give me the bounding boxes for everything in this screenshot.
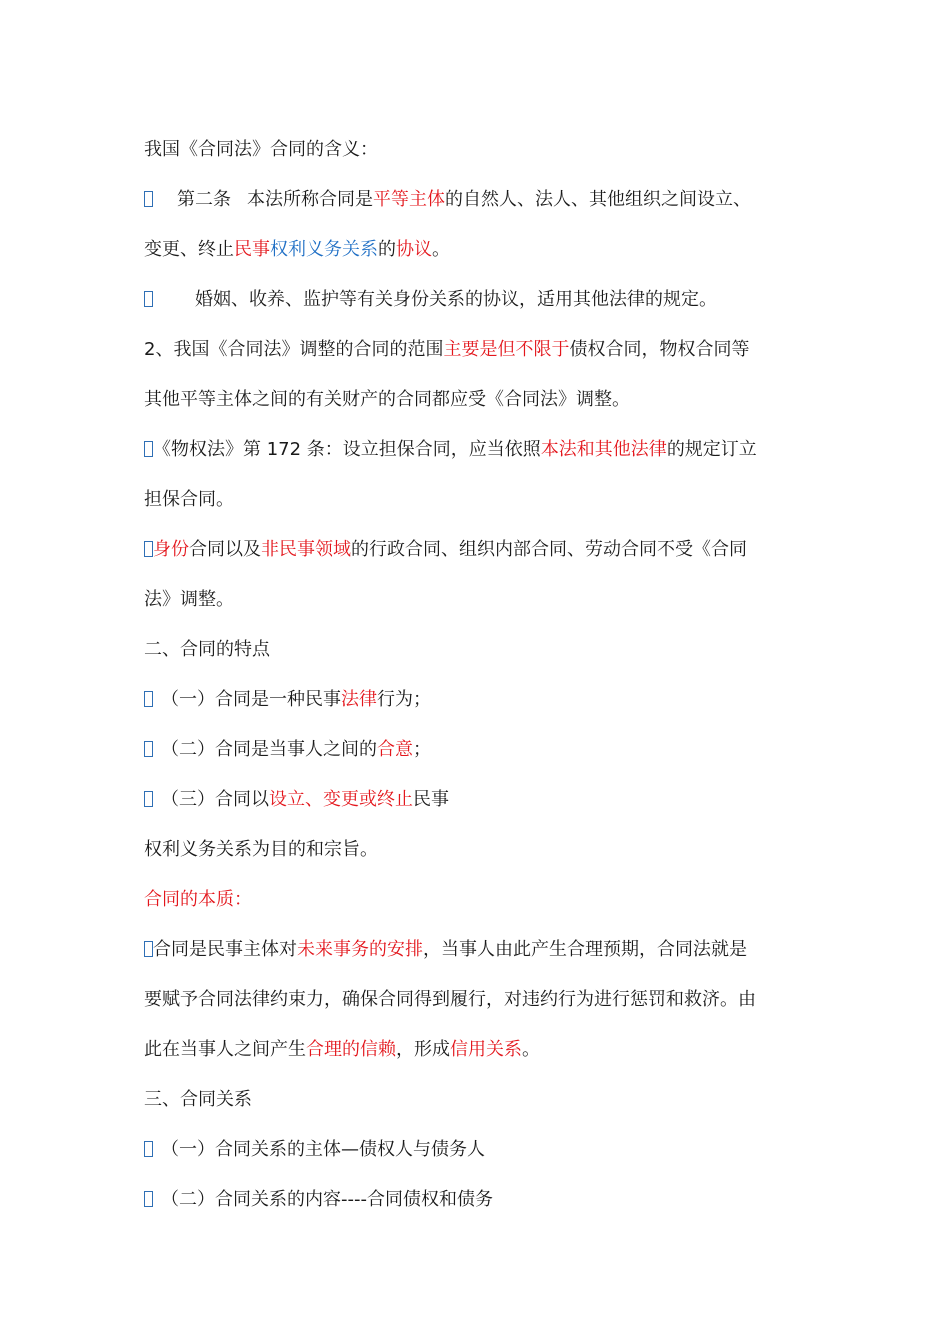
bullet-icon	[144, 941, 153, 957]
highlight-text: 平等主体	[373, 189, 445, 210]
highlight-text: 权利义务关系	[270, 239, 378, 260]
essence-line-1: 合同是民事主体对未来事务的安排，当事人由此产生合理预期，合同法就是	[144, 935, 824, 965]
heading-contract-essence: 合同的本质：	[144, 889, 252, 910]
essence-line-2: 要赋予合同法律约束力，确保合同得到履行，对违约行为进行惩罚和救济。由	[144, 989, 756, 1010]
article-2-line-2: 变更、终止民事权利义务关系的协议。	[144, 239, 450, 260]
bullet-icon	[144, 441, 153, 457]
identity-line-2: 法》调整。	[144, 589, 234, 610]
article-label: 第二条	[177, 189, 231, 210]
heading-text: 我国《合同法》合同的含义：	[144, 139, 378, 160]
feature-3: （三）合同以设立、变更或终止民事	[144, 785, 824, 815]
highlight-text: 身份	[153, 539, 189, 560]
bullet-icon	[144, 791, 153, 807]
highlight-text: 本法和其他法律	[540, 439, 667, 460]
bullet-icon	[144, 191, 153, 207]
highlight-text: 协议	[396, 239, 432, 260]
bullet-icon	[144, 1191, 153, 1207]
identity-line-1: 身份合同以及非民事领域的行政合同、组织内部合同、劳动合同不受《合同	[144, 535, 824, 565]
highlight-text: 合理的信赖	[306, 1039, 396, 1060]
highlight-text: 信用关系	[450, 1039, 522, 1060]
feature-1: （一）合同是一种民事法律行为；	[144, 685, 824, 715]
essence-line-3: 此在当事人之间产生合理的信赖，形成信用关系。	[144, 1039, 540, 1060]
highlight-text: 民事	[234, 239, 270, 260]
feature-2: （二）合同是当事人之间的合意；	[144, 735, 824, 765]
highlight-text: 非民事领域	[261, 539, 351, 560]
bullet-icon	[144, 1141, 153, 1157]
bullet-icon	[144, 691, 153, 707]
heading-contract-relation: 三、合同关系	[144, 1089, 252, 1110]
bullet-icon	[144, 291, 153, 307]
heading-contract-features: 二、合同的特点	[144, 639, 270, 660]
property-law-line-2: 担保合同。	[144, 489, 234, 510]
highlight-text: 未来事务的安排	[297, 939, 423, 960]
scope-line-2: 其他平等主体之间的有关财产的合同都应受《合同法》调整。	[144, 389, 630, 410]
highlight-text: 主要是但不限于	[443, 339, 570, 360]
marriage-clause: 婚姻、收养、监护等有关身份关系的协议，适用其他法律的规定。	[144, 285, 824, 315]
relation-1: （一）合同关系的主体—债权人与债务人	[144, 1135, 824, 1165]
bullet-icon	[144, 541, 153, 557]
highlight-text: 设立、变更或终止	[269, 789, 413, 810]
heading-contract-meaning	[144, 135, 824, 165]
highlight-text: 合意	[377, 739, 413, 760]
scope-line-1: 2、我国《合同法》调整的合同的范围主要是但不限于债权合同，物权合同等	[144, 339, 750, 360]
feature-3-continuation: 权利义务关系为目的和宗旨。	[144, 839, 378, 860]
property-law-line-1: 《物权法》第 172 条：设立担保合同，应当依照本法和其他法律的规定订立	[144, 435, 824, 465]
bullet-icon	[144, 741, 153, 757]
article-2-line-1: 第二条 本法所称合同是平等主体的自然人、法人、其他组织之间设立、	[144, 185, 824, 215]
relation-2: （二）合同关系的内容----合同债权和债务	[144, 1185, 824, 1215]
highlight-text: 法律	[341, 689, 377, 710]
